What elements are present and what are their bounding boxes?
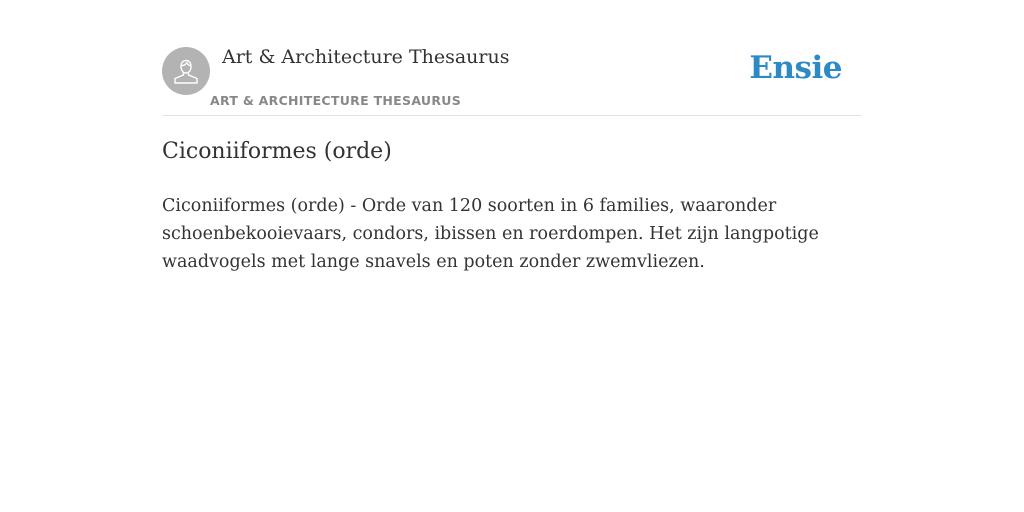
user-silhouette-icon <box>171 56 201 86</box>
avatar[interactable] <box>162 47 210 95</box>
brand-logo[interactable]: Ensie <box>749 50 842 86</box>
author-header <box>162 40 862 116</box>
page-title: Ciconiiformes (orde) <box>162 139 392 164</box>
author-subtitle-link[interactable]: ART & ARCHITECTURE THESAURUS <box>210 93 462 108</box>
author-name-link[interactable]: Art & Architecture Thesaurus <box>222 46 510 68</box>
article-body: Ciconiiformes (orde) - Orde van 120 soorten in 6 families, waaronder schoenbekooievaars, condors, ibissen en roerdompen. Het zijn langpotige waadvogels met lange snavels en poten zonder zwemvliezen. <box>162 196 819 272</box>
